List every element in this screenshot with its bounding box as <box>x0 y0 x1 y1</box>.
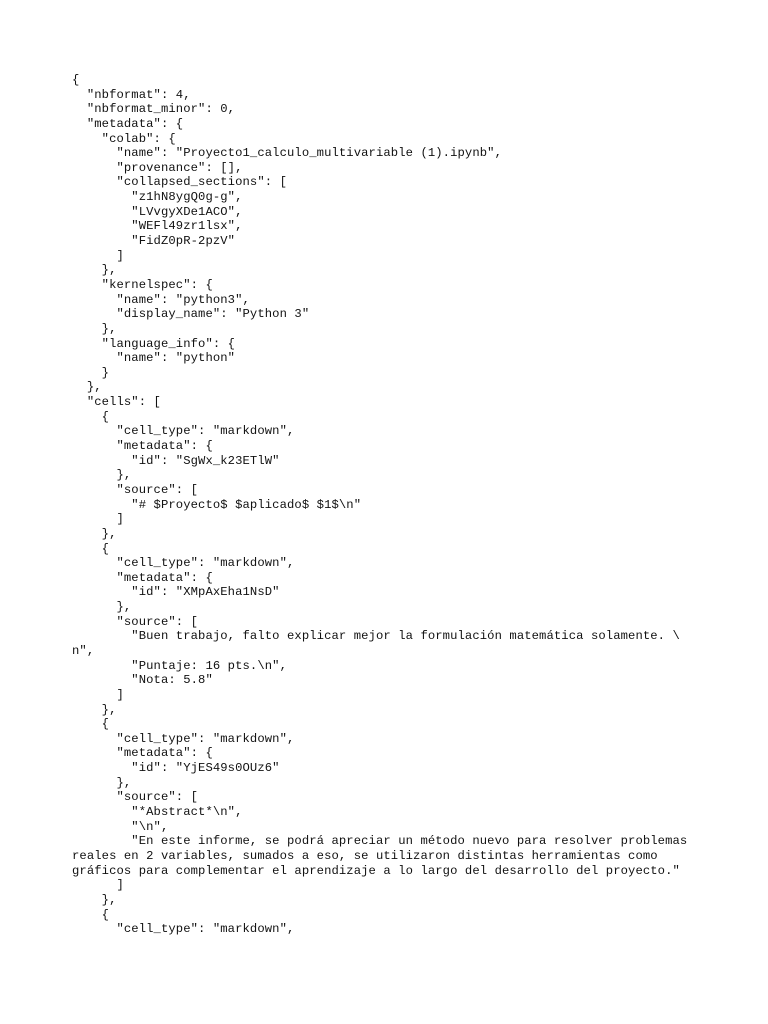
code-line: ] <box>72 687 124 702</box>
code-line: "id": "XMpAxEha1NsD" <box>72 585 280 600</box>
code-line: "id": "YjES49s0OUz6" <box>72 761 280 776</box>
code-line: } <box>72 365 110 380</box>
code-line: "FidZ0pR-2pzV" <box>72 234 236 249</box>
code-line: "# $Proyecto$ $aplicado$ $1$\n" <box>72 497 362 512</box>
code-line: "metadata": { <box>72 570 213 585</box>
code-line: n", <box>72 643 95 658</box>
code-line: { <box>72 73 80 87</box>
code-line: ] <box>72 878 124 893</box>
code-line: "cell_type": "markdown", <box>72 731 295 746</box>
code-line: { <box>72 409 110 424</box>
code-line: "En este informe, se podrá apreciar un método nuevo para resolver problemas <box>72 834 688 849</box>
code-line: ] <box>72 248 124 263</box>
code-line: "metadata": { <box>72 116 184 131</box>
code-line: "colab": { <box>72 131 176 146</box>
code-line: "cell_type": "markdown", <box>72 556 295 571</box>
code-line: gráficos para complementar el aprendizaje a lo largo del desarrollo del proyecto." <box>72 863 680 878</box>
code-line: "WEFl49zr1lsx", <box>72 219 243 234</box>
code-line: "LVvgyXDe1ACO", <box>72 204 243 219</box>
code-line: }, <box>72 380 102 395</box>
code-line: ] <box>72 512 124 527</box>
code-line: "id": "SgWx_k23ETlW" <box>72 453 280 468</box>
code-line: "Buen trabajo, falto explicar mejor la formulación matemática solamente. \ <box>72 629 680 644</box>
code-line: }, <box>72 321 117 336</box>
code-line: "source": [ <box>72 790 199 805</box>
code-line: "*Abstract*\n", <box>72 805 243 820</box>
code-line: "source": [ <box>72 614 199 629</box>
code-line: "cell_type": "markdown", <box>72 922 295 937</box>
code-line: }, <box>72 263 117 278</box>
code-line: "provenance": [], <box>72 160 243 175</box>
code-line: }, <box>72 702 117 717</box>
code-line: }, <box>72 775 132 790</box>
code-line: }, <box>72 892 117 907</box>
code-line: "kernelspec": { <box>72 277 213 292</box>
code-line: "display_name": "Python 3" <box>72 307 310 322</box>
code-line: { <box>72 907 110 922</box>
code-line: "metadata": { <box>72 746 213 761</box>
code-line: "\n", <box>72 819 169 834</box>
code-line: "cells": [ <box>72 395 161 410</box>
code-line: "nbformat": 4, <box>72 87 191 102</box>
code-line: "language_info": { <box>72 336 236 351</box>
code-line: "name": "Proyecto1_calculo_multivariable (1).ipynb", <box>72 146 502 161</box>
code-line: "name": "python3", <box>72 292 250 307</box>
code-line: "Nota: 5.8" <box>72 673 213 688</box>
code-line: { <box>72 717 110 732</box>
code-line: }, <box>72 468 132 483</box>
code-line: "Puntaje: 16 pts.\n", <box>72 658 287 673</box>
code-line: "cell_type": "markdown", <box>72 424 295 439</box>
code-line: "z1hN8ygQ0g-g", <box>72 190 243 205</box>
code-line: "source": [ <box>72 482 199 497</box>
code-line: }, <box>72 526 117 541</box>
code-line: "nbformat_minor": 0, <box>72 102 236 117</box>
code-line: "collapsed_sections": [ <box>72 175 287 190</box>
code-line: "name": "python" <box>72 351 236 366</box>
notebook-json-text <box>72 73 712 937</box>
code-line: reales en 2 variables, sumados a eso, se utilizaron distintas herramientas como <box>72 848 658 863</box>
code-line: }, <box>72 600 132 615</box>
code-line: { <box>72 541 110 556</box>
code-line: "metadata": { <box>72 439 213 454</box>
